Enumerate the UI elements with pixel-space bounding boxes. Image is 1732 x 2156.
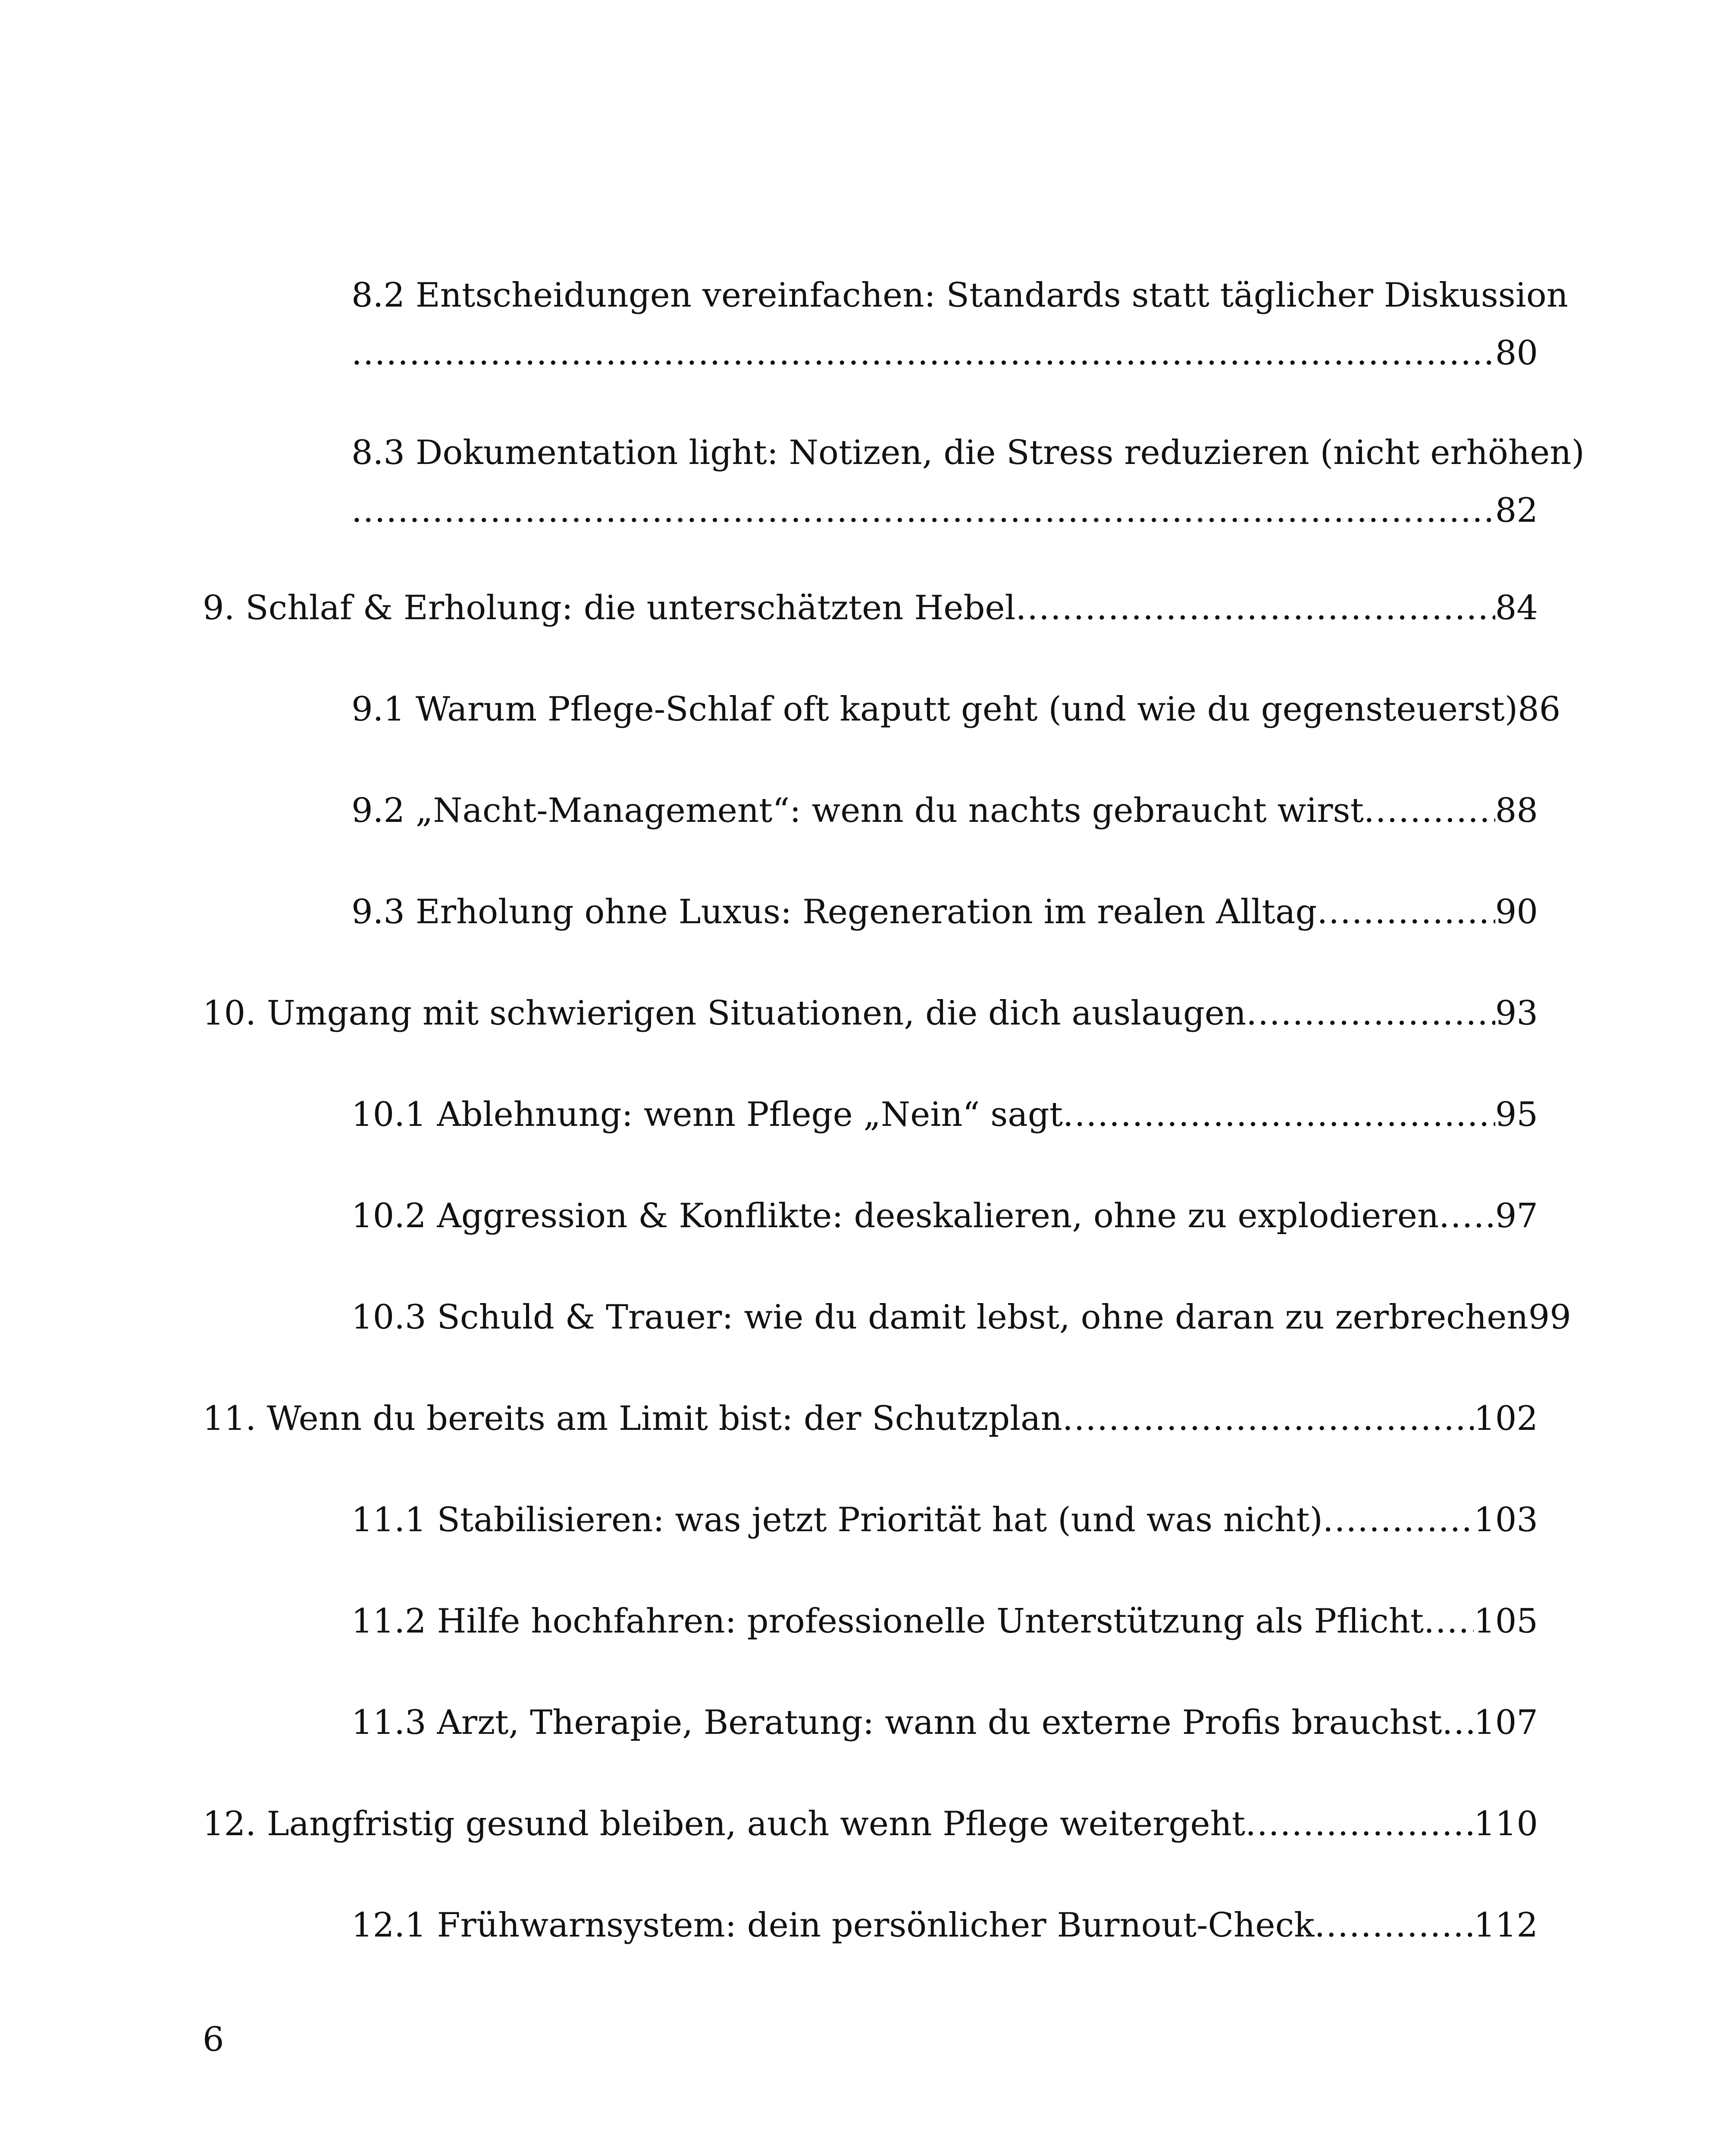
- toc-entry-page: 80: [1495, 334, 1538, 373]
- dot-leader: [1323, 1496, 1474, 1544]
- toc-entry-page: 97: [1495, 1197, 1538, 1235]
- toc-entry-title: 9.2 „Nacht-Management“: wenn du nachts gebraucht wirst: [351, 791, 1364, 830]
- dot-leader: [1317, 888, 1495, 936]
- dot-leader: [1424, 1598, 1474, 1645]
- toc-entry-title: 10.2 Aggression & Konflikte: deeskalieren, ohne zu explodieren: [351, 1197, 1439, 1235]
- toc-entry-page: 90: [1495, 893, 1538, 931]
- toc-entry-title: 11. Wenn du bereits am Limit bist: der Schutzplan: [203, 1399, 1062, 1438]
- dot-leader: [1245, 1800, 1474, 1848]
- page-number: 6: [203, 2020, 224, 2059]
- toc-entry-title: 10.1 Ablehnung: wenn Pflege „Nein“ sagt: [351, 1095, 1063, 1134]
- toc-entry-title: 9. Schlaf & Erholung: die unterschätzten Hebel: [203, 589, 1016, 627]
- toc-entry-page: 110: [1474, 1805, 1538, 1843]
- dot-leader: [1315, 1902, 1474, 1949]
- toc-entry-page: 99: [1528, 1298, 1571, 1337]
- toc-entry-title: 8.3 Dokumentation light: Notizen, die Stress reduzieren (nicht erhöhen): [351, 433, 1585, 472]
- toc-entry-page: 103: [1474, 1501, 1538, 1539]
- toc-entry-title: 9.1 Warum Pflege-Schlaf oft kaputt geht (und wie du gegensteuerst): [351, 690, 1518, 729]
- toc-entry-page: 102: [1474, 1399, 1538, 1438]
- toc-entry-page: 105: [1474, 1602, 1538, 1641]
- toc-entry-title: 8.2 Entscheidungen vereinfachen: Standards statt täglicher Diskussion: [351, 276, 1568, 315]
- dot-leader: [1063, 1091, 1495, 1138]
- dot-leader: [1439, 1192, 1495, 1240]
- toc-entry-title: 9.3 Erholung ohne Luxus: Regeneration im realen Alltag: [351, 893, 1317, 931]
- dot-leader: [1364, 787, 1495, 834]
- toc-entry-page: 112: [1474, 1906, 1538, 1945]
- dot-leader: [1062, 1395, 1474, 1442]
- toc-entry-title: 12. Langfristig gesund bleiben, auch wenn Pflege weitergeht: [203, 1805, 1246, 1843]
- toc-entry-page: 84: [1495, 589, 1538, 627]
- dot-leader: [351, 329, 1495, 377]
- dot-leader: [351, 487, 1495, 534]
- dot-leader: [1015, 584, 1495, 632]
- toc-entry-page: 86: [1518, 690, 1561, 729]
- toc-entry-page: 93: [1495, 994, 1538, 1033]
- toc-entry-page: 82: [1495, 491, 1538, 530]
- toc-entry-page: 95: [1495, 1095, 1538, 1134]
- toc-entry-title: 11.1 Stabilisieren: was jetzt Priorität hat (und was nicht): [351, 1501, 1323, 1539]
- toc-entry-title: 10. Umgang mit schwierigen Situationen, die dich auslaugen: [203, 994, 1247, 1033]
- dot-leader: [1246, 990, 1495, 1037]
- toc-entry-title: 11.2 Hilfe hochfahren: professionelle Unterstützung als Pflicht: [351, 1602, 1424, 1641]
- toc-entry-title: 10.3 Schuld & Trauer: wie du damit lebst, ohne daran zu zerbrechen: [351, 1298, 1528, 1337]
- toc-entry-title: 11.3 Arzt, Therapie, Beratung: wann du externe Profis brauchst: [351, 1703, 1442, 1742]
- toc-entry-page: 88: [1495, 791, 1538, 830]
- dot-leader: [1442, 1699, 1474, 1746]
- toc-entry-page: 107: [1474, 1703, 1538, 1742]
- toc-entry-title: 12.1 Frühwarnsystem: dein persönlicher Burnout-Check: [351, 1906, 1315, 1945]
